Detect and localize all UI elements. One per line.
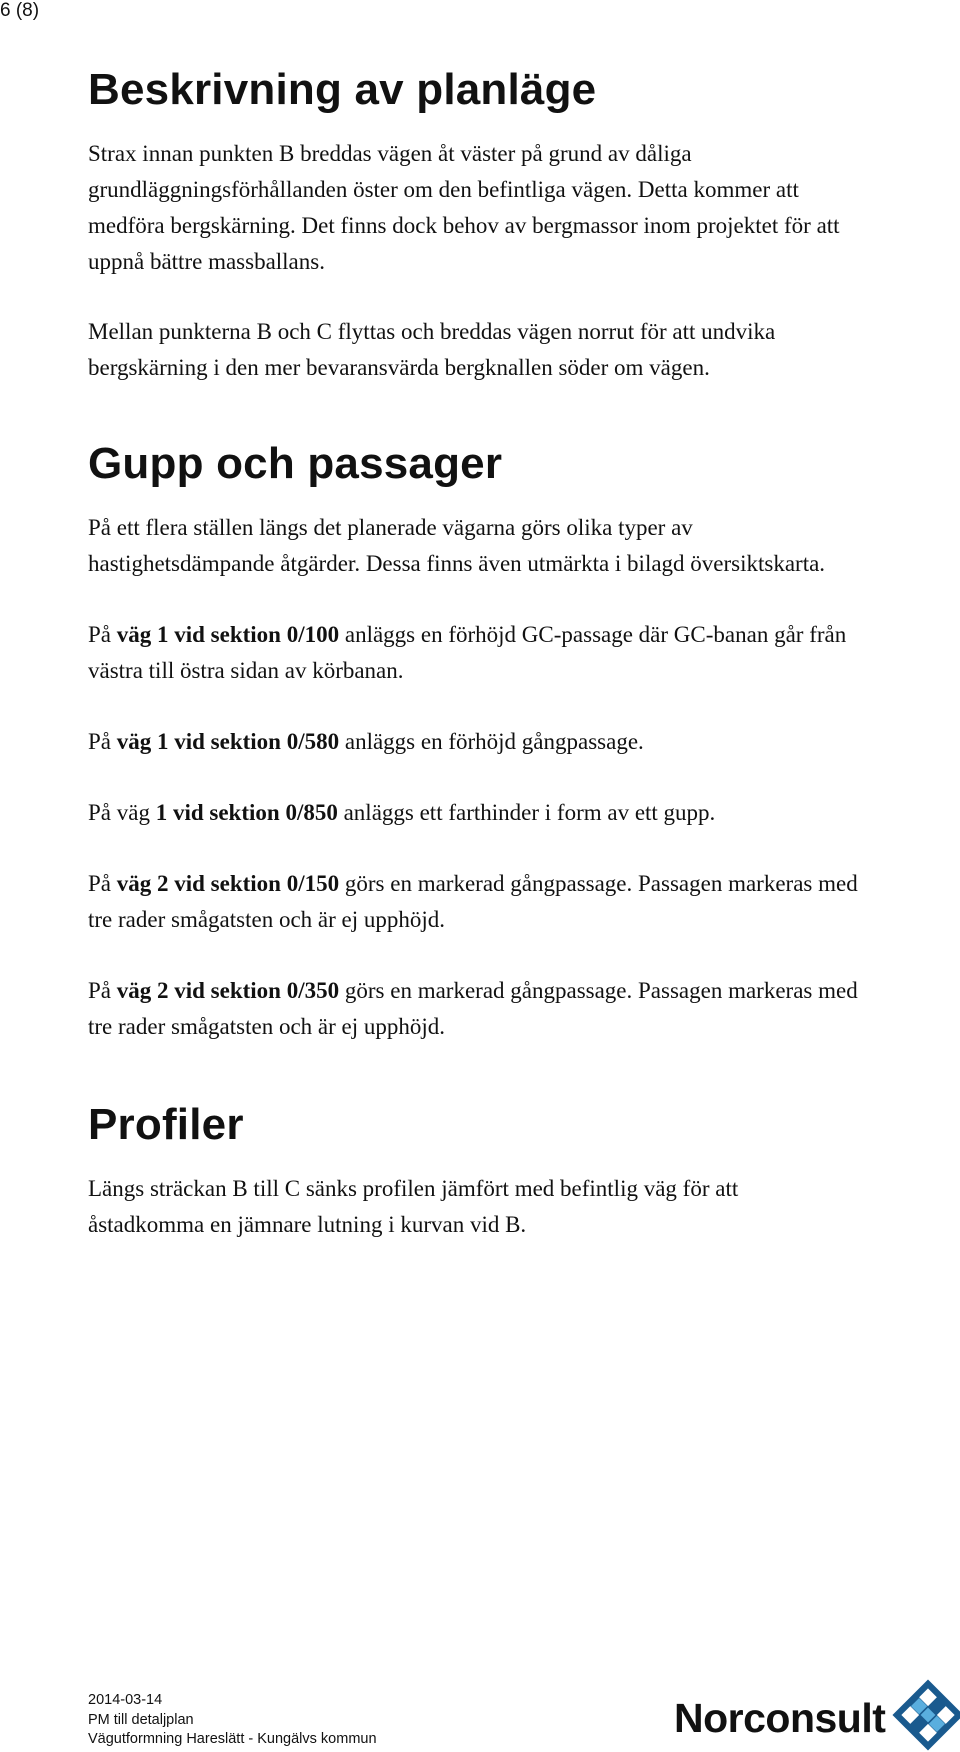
text-line: bergskärning i den mer bevaransvärda bergknallen söder om vägen. bbox=[88, 355, 710, 380]
paragraph-gupp-intro bbox=[88, 510, 948, 582]
text-line: uppnå bättre massballans. bbox=[88, 249, 325, 274]
text-run: På bbox=[88, 622, 117, 647]
norconsult-logo bbox=[674, 1684, 960, 1752]
paragraph-gupp-item-4 bbox=[88, 866, 948, 938]
text-run: På bbox=[88, 871, 117, 896]
heading-gupp: Gupp och passager bbox=[88, 439, 503, 488]
text-line: tre rader smågatsten och är ej upphöjd. bbox=[88, 907, 446, 932]
text-run: På väg bbox=[88, 800, 156, 825]
text-run: anläggs ett farthinder i form av ett gupp. bbox=[337, 800, 716, 825]
page-number: 6 (8) bbox=[0, 0, 40, 21]
text-line: medföra bergskärning. Det finns dock behov av bergmassor inom projektet för att bbox=[88, 213, 840, 238]
paragraph-gupp-item-5 bbox=[88, 973, 948, 1045]
paragraph-gupp-item-2 bbox=[88, 724, 948, 760]
section-reference: väg 2 vid sektion 0/350 bbox=[116, 978, 340, 1003]
text-run: anläggs en förhöjd gångpassage. bbox=[339, 729, 644, 754]
text-line: På ett flera ställen längs det planerade vägarna görs olika typer av bbox=[88, 515, 693, 540]
text-line: åstadkomma en jämnare lutning i kurvan vid B. bbox=[88, 1212, 527, 1237]
text-run: anläggs en förhöjd GC-passage där GC-banan går från bbox=[339, 622, 847, 647]
heading-profiler: Profiler bbox=[88, 1100, 244, 1149]
section-reference: väg 1 vid sektion 0/100 bbox=[116, 622, 340, 647]
footer-date: 2014-03-14 bbox=[88, 1692, 163, 1708]
logo-wordmark: Norconsult bbox=[674, 1695, 886, 1741]
document-body bbox=[88, 62, 948, 1243]
paragraph-planlage-2 bbox=[88, 314, 948, 386]
norconsult-diamond-icon bbox=[891, 1678, 960, 1752]
text-line: Mellan punkterna B och C flyttas och breddas vägen norrut för att undvika bbox=[88, 319, 776, 344]
text-line: västra till östra sidan av körbanan. bbox=[88, 658, 404, 683]
footer-project: Vägutformning Hareslätt - Kungälvs kommun bbox=[88, 1731, 377, 1747]
section-reference: väg 2 vid sektion 0/150 bbox=[116, 871, 340, 896]
paragraph-gupp-item-1 bbox=[88, 617, 948, 689]
text-line: Strax innan punkten B breddas vägen åt väster på grund av dåliga bbox=[88, 141, 692, 166]
text-line: hastighetsdämpande åtgärder. Dessa finns även utmärkta i bilagd översiktskarta. bbox=[88, 551, 826, 576]
paragraph-planlage-1 bbox=[88, 136, 948, 280]
text-run: På bbox=[88, 729, 117, 754]
heading-planlage: Beskrivning av planläge bbox=[88, 65, 597, 114]
section-reference: 1 vid sektion 0/850 bbox=[155, 800, 338, 825]
section-reference: väg 1 vid sektion 0/580 bbox=[116, 729, 340, 754]
footer-info bbox=[88, 1691, 377, 1750]
text-run: görs en markerad gångpassage. Passagen markeras med bbox=[339, 871, 858, 896]
text-run: görs en markerad gångpassage. Passagen markeras med bbox=[339, 978, 858, 1003]
text-line: tre rader smågatsten och är ej upphöjd. bbox=[88, 1014, 446, 1039]
text-run: På bbox=[88, 978, 117, 1003]
paragraph-profiler-1 bbox=[88, 1171, 948, 1243]
footer-doc-type: PM till detaljplan bbox=[88, 1711, 194, 1728]
text-line: Längs sträckan B till C sänks profilen jämfört med befintlig väg för att bbox=[88, 1176, 739, 1201]
paragraph-gupp-item-3 bbox=[88, 795, 948, 831]
text-line: grundläggningsförhållanden öster om den befintliga vägen. Detta kommer att bbox=[88, 177, 799, 202]
